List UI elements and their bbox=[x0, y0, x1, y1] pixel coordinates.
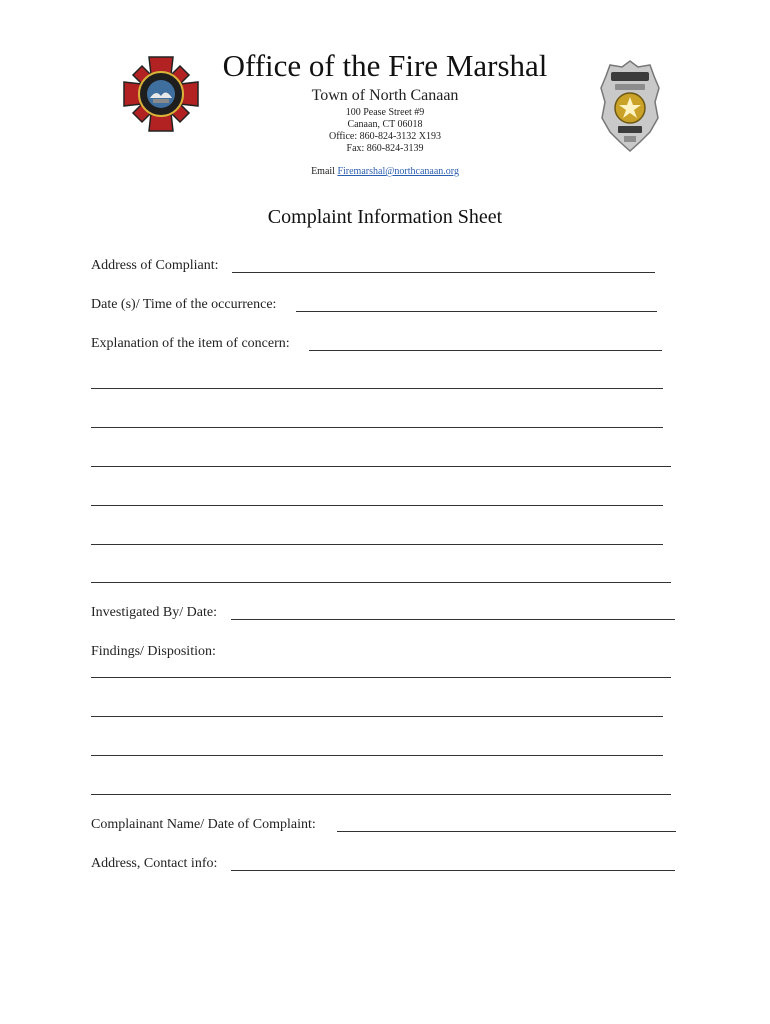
email-link[interactable]: Firemarshal@northcanaan.org bbox=[337, 166, 459, 177]
findings-label: Findings/ Disposition: bbox=[91, 644, 216, 659]
findings-line[interactable] bbox=[91, 716, 663, 717]
address-of-compliant-label: Address of Compliant: bbox=[91, 258, 219, 273]
investigated-by-field[interactable] bbox=[231, 619, 675, 620]
address-of-compliant-field[interactable] bbox=[232, 272, 655, 273]
town-name: Town of North Canaan bbox=[311, 87, 459, 104]
email-line bbox=[0, 166, 770, 177]
contact-info-field[interactable] bbox=[231, 870, 675, 871]
explanation-line[interactable] bbox=[91, 427, 663, 428]
email-label: Email bbox=[311, 166, 338, 177]
date-time-field[interactable] bbox=[296, 311, 657, 312]
complainant-field[interactable] bbox=[337, 831, 676, 832]
form-title: Complaint Information Sheet bbox=[267, 206, 503, 228]
explanation-line[interactable] bbox=[91, 505, 663, 506]
office-title: Office of the Fire Marshal bbox=[222, 48, 548, 83]
findings-line[interactable] bbox=[91, 677, 671, 678]
explanation-label: Explanation of the item of concern: bbox=[91, 336, 290, 351]
date-time-label: Date (s)/ Time of the occurrence: bbox=[91, 297, 277, 312]
city-state-zip: Canaan, CT 06018 bbox=[347, 119, 423, 130]
explanation-line[interactable] bbox=[91, 388, 663, 389]
findings-line[interactable] bbox=[91, 794, 671, 795]
office-phone: Office: 860-824-3132 X193 bbox=[328, 131, 442, 142]
explanation-field[interactable] bbox=[309, 350, 662, 351]
investigated-by-label: Investigated By/ Date: bbox=[91, 605, 217, 620]
findings-line[interactable] bbox=[91, 755, 663, 756]
explanation-line[interactable] bbox=[91, 466, 671, 467]
fax-number: Fax: 860-824-3139 bbox=[346, 143, 424, 154]
contact-info-label: Address, Contact info: bbox=[91, 856, 218, 871]
explanation-line[interactable] bbox=[91, 544, 663, 545]
street-address: 100 Pease Street #9 bbox=[345, 107, 425, 118]
complainant-label: Complainant Name/ Date of Complaint: bbox=[91, 817, 316, 832]
explanation-line[interactable] bbox=[91, 582, 671, 583]
